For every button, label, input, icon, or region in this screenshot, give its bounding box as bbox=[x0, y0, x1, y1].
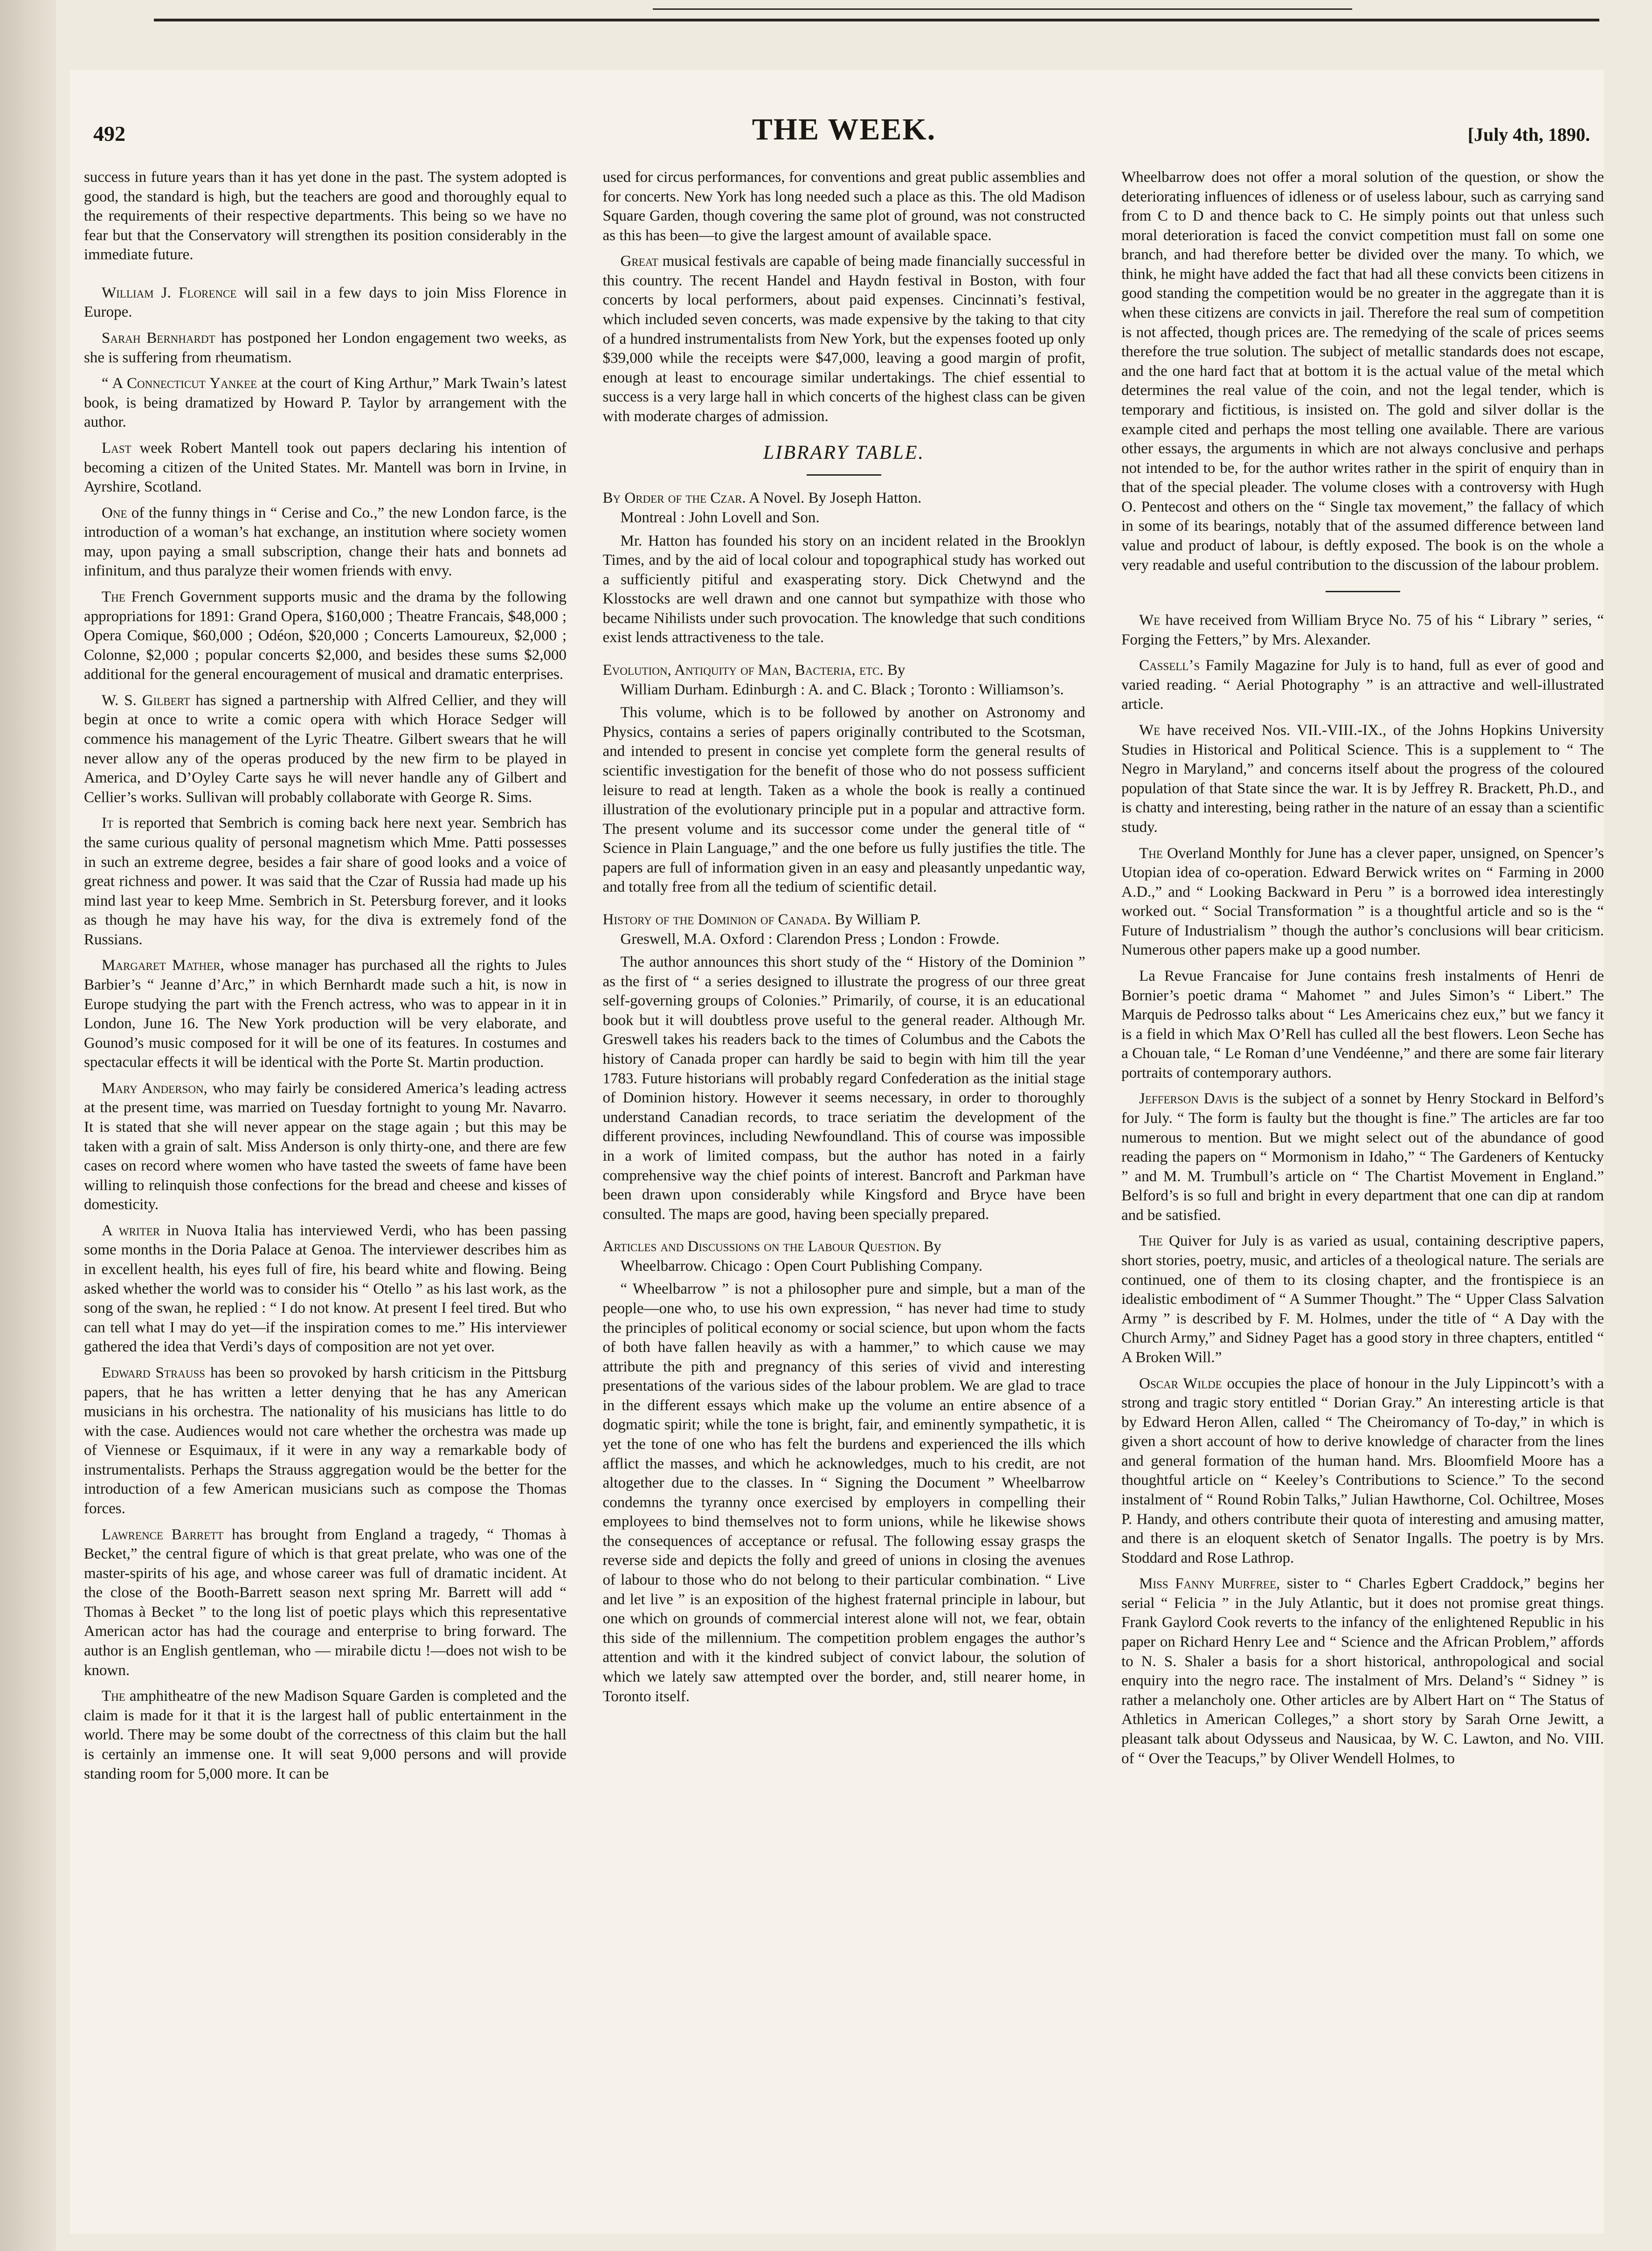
lead-in: It bbox=[102, 815, 114, 832]
paragraph: Margaret Mather, whose manager has purchased all the rights to Jules Barbier’s “ Jeanne d’Arc,” in which Bernhardt made such a hit, is now in Europe studying the part with the French actress, who was to appear in it in London, June 16. The New York production will be very elaborate, and Gounod’s music composed for it will be one of its features. In costumes and spectacular effects it will be identical with the Porte St. Martin production. bbox=[84, 957, 567, 1071]
lead-in: Sarah Bernhardt bbox=[102, 330, 215, 347]
paragraph: Last week Robert Mantell took out papers declaring his intention of becoming a citizen of the United States. Mr. Mantell was born in Irvine, in Ayrshire, Scotland. bbox=[84, 439, 567, 496]
lead-in: Last bbox=[102, 439, 131, 457]
paragraph: Great musical festivals are capable of being made financially successful in this country. The recent Handel and Haydn festival in Boston, with four concerts by local performers, about paid expenses. Cincinnati’s festival, which included seven concerts, was made expensive by the taking to that city of a hundred instrumentalists from New York, but the expenses footed up only $39,000 while the receipts were $47,000, leaving a good margin of profit, enough at least to encourage similar undertakings. The chief essential to success is a very large hall in which concerts of the highest class can be given with moderate charges of admission. bbox=[602, 253, 1085, 425]
text-columns bbox=[84, 168, 1604, 2224]
lead-in: Cassell’s bbox=[1139, 657, 1200, 674]
page-header bbox=[84, 98, 1604, 149]
book-publisher: Montreal : John Lovell and Son. bbox=[620, 509, 820, 526]
paragraph: William J. Florence will sail in a few days to join Miss Florence in Europe. bbox=[84, 284, 567, 321]
page-number: 492 bbox=[93, 122, 125, 145]
book-heading: By Order of the Czar. A Novel. By Joseph Hatton. Montreal : John Lovell and Son. bbox=[603, 489, 1085, 527]
review-text: The author announces this short study of the “ History of the Dominion ” as the first of “ a series designed to illustrate the progress of our three great self-governing groups of Colonies.” Primarily, of course, it is an educational book but it will doubtless prove useful to the general reader. Although Mr. Greswell takes his readers back to the times of Columbus and the Cabots the history of Canada proper can hardly be said to begin with him till the year 1783. Future historians will probably regard Confederation as the initial stage of Dominion history. However it seems necessary, in order to thoroughly understand Canadian records, to trace seriatim the development of the different provinces, including Newfoundland. This of course was impossible in a work of limited compass, but the author has noted in a fairly comprehensive way the chief points of interest. Bancroft and Parkman have been drawn upon considerably while Kingsford and Bryce have been consulted. The maps are good, having been specially prepared. bbox=[602, 954, 1085, 1223]
paragraph: success in future years than it has yet done in the past. The system adopted is good, the standard is high, but the teachers are good and thoroughly equal to the requirements of their respective departments. This being so we have no fear but that the Conservatory will strengthen its position considerably in the immediate future. bbox=[84, 169, 567, 263]
review-text: This volume, which is to be followed by another on Astronomy and Physics, contains a series of papers originally contributed to the Scotsman, and intended to present in concise yet complete form the general results of scientific investigation for the benefit of those who do not possess sufficient leisure to read at length. Taken as a whole the book is really a continued illustration of the evolutionary principle put in a popular and attractive form. The present volume and its successor come under the general title of “ Science in Plain Language,” and the one before us fully justifies the title. The papers are full of information given in an easy and pleasantly unpedantic way, and totally free from all the tedium of scientific detail. bbox=[602, 704, 1085, 896]
lead-in: Jefferson Davis bbox=[1139, 1090, 1239, 1108]
lead-in: William J. Florence bbox=[102, 284, 237, 301]
lead-in: Great bbox=[620, 253, 658, 270]
header-rule bbox=[154, 19, 1599, 21]
lead-in: “ A Connecticut Yankee bbox=[102, 375, 257, 392]
book-title: History of the Dominion of Canada. bbox=[602, 911, 831, 928]
paragraph: Mary Anderson, who may fairly be considered America’s leading actress at the present time, was married on Tuesday fortnight to young Mr. Navarro. It is stated that she will never appear on the stage again ; but this may be taken with a grain of salt. Miss Anderson is only thirty-one, and there are few cases on record where women who have tasted the sweets of fame have been willing to relinquish those confections for the bread and cheese and kisses of domesticity. bbox=[84, 1080, 567, 1213]
lead-in: The bbox=[102, 1688, 125, 1705]
book-title: Evolution, Antiquity of Man, Bacteria, etc. bbox=[602, 662, 884, 679]
section-rule bbox=[1326, 591, 1400, 592]
lead-in: The bbox=[1139, 1233, 1163, 1250]
section-rule bbox=[807, 474, 881, 476]
lead-in: Oscar Wilde bbox=[1139, 1375, 1222, 1392]
lead-in: The bbox=[102, 588, 125, 605]
paragraph: “ A Connecticut Yankee at the court of King Arthur,” Mark Twain’s latest book, is being dramatized by Howard P. Taylor by arrangement with the author. bbox=[84, 375, 567, 431]
paragraph: The amphitheatre of the new Madison Square Garden is completed and the claim is made for it that it is the largest hall of public entertainment in the world. There may be some doubt of the correctness of this claim but the hall is certainly an immense one. It will seat 9,000 persons and will provide standing room for 5,000 more. It can be bbox=[84, 1688, 567, 1782]
book-title: By Order of the Czar. bbox=[602, 490, 746, 507]
column-3 bbox=[1121, 168, 1604, 2224]
column-1 bbox=[84, 168, 567, 2224]
paragraph: The French Government supports music and the drama by the following appropriations for 1891: Grand Opera, $160,000 ; Theatre Francais, $48,000 ; Opera Comique, $60,000 ; Odéon, $20,000 ; Concerts Lamoureux, $2,000 ; Colonne, $2,000 ; popular concerts $2,000, and besides these sums $2,000 additional for the general encouragement of musical and dramatic enterprises. bbox=[84, 588, 567, 683]
lead-in: The bbox=[1139, 845, 1163, 862]
paragraph: W. S. Gilbert has signed a partnership with Alfred Cellier, and they will begin at once to write a comic opera with which Horace Sedger will commence his management of the Lyric Theatre. Gilbert swears that he will never allow any of the operas produced by the new firm to be played in America, and D’Oyley Carte says he will never handle any of Gilbert and Cellier’s works. Sullivan will probably collaborate with George R. Sims. bbox=[84, 692, 567, 806]
paragraph: Lawrence Barrett has brought from England a tragedy, “ Thomas à Becket,” the central figure of which is that great prelate, who was one of the master-spirits of his age, and whose career was full of dramatic incident. At the close of the Booth-Barrett season next spring Mr. Barrett will add “ Thomas à Becket ” to the long list of poetic plays which this representative American actor has had the courage and enterprise to bring forward. The author is an English gentleman, who — mirabile dictu !—does not wish to be known. bbox=[84, 1526, 567, 1679]
paragraph: It is reported that Sembrich is coming back here next year. Sembrich has the same curious quality of personal magnetism which Mme. Patti possesses in such an extreme degree, besides a fair share of good looks and a voice of great richness and power. It was said that the Czar of Russia had made up his mind last year to keep Mme. Sembrich in St. Petersburg forever, and it looks as though he may have his way, for the diva is extremely fond of the Russians. bbox=[84, 815, 567, 948]
book-publisher: William Durham. Edinburgh : A. and C. Black ; Toronto : Williamson’s. bbox=[620, 681, 1064, 698]
section-title: LIBRARY TABLE. bbox=[763, 442, 925, 464]
lead-in: W. S. Gilbert bbox=[102, 692, 190, 709]
paragraph: The Quiver for July is as varied as usual, containing descriptive papers, short stories, poetry, music, and articles of a theological nature. The serials are continued, one of them to its closing chapter, and the frontispiece is an idealistic embodiment of “ A Summer Thought.” The “ Upper Class Salvation Army ” is described by F. M. Holmes, under the title of “ A Day with the Church Army,” and Sidney Paget has a good story in three chapters, entitled “ A Broken Will.” bbox=[1121, 1233, 1604, 1366]
masthead: THE WEEK. bbox=[752, 112, 936, 146]
book-publisher: Greswell, M.A. Oxford : Clarendon Press ; London : Frowde. bbox=[620, 930, 1000, 948]
lead-in: Miss Fanny Murfree, bbox=[1139, 1575, 1280, 1593]
newspaper-page bbox=[70, 70, 1604, 2234]
paragraph: Cassell’s Family Magazine for July is to hand, full as ever of good and varied reading. “ Aerial Photography ” is an attractive and well-illustrated article. bbox=[1121, 657, 1604, 713]
paragraph: Edward Strauss has been so provoked by harsh criticism in the Pittsburg papers, that he has written a letter denying that he has any American musicians in his orchestra. The nationality of his musicians has little to do with the case. Audiences would not care whether the orchestra was made up of Viennese or Esquimaux, if it were in any way a remarkable body of instrumentalists. Perhaps the Strauss aggregation would be the better for the introduction of a few American musicians such as compose the Thomas forces. bbox=[84, 1364, 567, 1517]
book-heading: Articles and Discussions on the Labour Question. By Wheelbarrow. Chicago : Open Court Publishing Company. bbox=[603, 1237, 1085, 1276]
lead-in: Mary Anderson, bbox=[102, 1080, 207, 1097]
review-text: “ Wheelbarrow ” is not a philosopher pure and simple, but a man of the people—one who, to use his own expression, “ has never had time to study the principles of political economy or social science, but upon whom the facts of both have fallen heavily as with a hammer,” to which cause we may attribute the pith and pregnancy of this series of vivid and interesting presentations of the various sides of the labour problem. We are glad to trace in the different essays which make up the volume an entire absence of a dogmatic spirit; while the tone is bright, fair, and eminently sympathetic, it is yet the tone of one who has felt the burdens and experienced the ills which afflict the masses, and which he acknowledges, much to his credit, are not altogether due to the classes. In “ Signing the Document ” Wheelbarrow condemns the tyranny once exercised by employers in compelling their employees to bind themselves not to form unions, while he likewise shows the consequences of acceptance or refusal. The following essay grasps the reverse side and depicts the folly and greed of unions in closing the avenues of labour to those who do not belong to their particular combination. “ Live and let live ” is an exposition of the highest fraternal principle in labour, but one which on grounds of commercial interest alone will not, we fear, obtain this side of the millennium. The competition problem engages the author’s attention and with it the kindred subject of convict labour, the solution of which we lately saw attempted over the border, and, still nearer home, in Toronto itself. bbox=[602, 1281, 1085, 1705]
paragraph: The Overland Monthly for June has a clever paper, unsigned, on Spencer’s Utopian idea of co-operation. Edward Berwick writes on “ Farming in 2000 A.D.,” and “ Looking Backward in Peru ” is a borrowed idea interestingly worked out. “ Social Transformation ” is a thoughtful article and so is the “ Future of Industrialism ” though the author’s conclusions will bear criticism. Numerous other papers make up a good number. bbox=[1121, 845, 1604, 959]
book-publisher: Wheelbarrow. Chicago : Open Court Publishing Company. bbox=[620, 1257, 983, 1274]
paragraph: We have received Nos. VII.-VIII.-IX., of the Johns Hopkins University Studies in Historical and Political Science. This is a supplement to “ The Negro in Maryland,” and concerns itself about the progress of the coloured population of that State since the war. It is by Jeffrey R. Brackett, Ph.D., and is chatty and interesting, being rather in the nature of an essay than a scientific study. bbox=[1121, 722, 1604, 836]
paragraph: Wheelbarrow does not offer a moral solution of the question, or show the deteriorating influences of idleness or of useless labour, such as carrying sand from C to D and thence back to C. He simply points out that unless such moral deterioration is faced the convict competition must fall on some one branch, and had therefore better be divided over the many. To which, we think, he might have added the fact that had all these convicts been citizens in good standing the competition would be no greater in the aggregate than it is when these citizens are convicts in jail. Therefore the real sum of competition is not affected, though prices are. The remedying of the scale of prices seems therefore the true solution. The subject of metallic standards does not escape, and the one hard fact that at bottom it is the actual value of the metal which determines the real value of the coin, and not the legal tender, which is temporary and fictitious, is insisted on. The gold and silver dollar is the example cited and perhaps the most telling one available. There are various other essays, the arguments in which are not always conclusive and perhaps not intended to be, for the author writes rather in the spirit of enquiry than in that of the special pleader. The volume closes with a controversy with Hugh O. Pentecost and others on the “ Single tax movement,” the fallacy of which in some of its bearings, notably that of the assumed difference between land value and product of labour, is deftly exposed. The book is on the whole a very readable and useful contribution to the discussion of the labour problem. bbox=[1121, 169, 1604, 574]
paragraph: Jefferson Davis is the subject of a sonnet by Henry Stockard in Belford’s for July. “ The form is faulty but the thought is fine.” The articles are far too numerous to mention. But we might select out of the abundance of good reading the papers on “ Mormonism in Idaho,” “ The Gardeners of Kentucky ” and M. M. Trumbull’s article on “ The Chartist Movement in England.” Belford’s is so full and bright in every department that one can dip at random and be satisfied. bbox=[1121, 1090, 1604, 1224]
issue-date: [July 4th, 1890. bbox=[1467, 124, 1590, 145]
lead-in: Edward Strauss bbox=[102, 1364, 206, 1381]
paragraph: Oscar Wilde occupies the place of honour in the July Lippincott’s with a strong and tragic story entitled “ Dorian Gray.” An interesting article is that by Edward Heron Allen, called “ The Cheiromancy of To-day,” in which is given a short account of how to derive knowledge of character from the lines and general formation of the human hand. Mrs. Bloomfield Moore has a thoughtful article on “ Keeley’s Contributions to Science.” To the second instalment of “ Round Robin Talks,” Julian Hawthorne, Col. Ochiltree, Moses P. Handy, and others contribute their quota of interesting and amusing matter, and there is an eloquent sketch of Senator Ingalls. The poetry is by Mrs. Stoddard and Rose Lathrop. bbox=[1121, 1375, 1604, 1566]
paragraph: Miss Fanny Murfree, sister to “ Charles Egbert Craddock,” begins her serial “ Felicia ” in the July Atlantic, but it does not promise great things. Frank Gaylord Cook reverts to the infancy of the enlightened Republic in his paper on Richard Henry Lee and “ Science and the African Problem,” affords to N. S. Shaler a basis for a short historical, anthropological and social enquiry into the negro race. The instalment of Mrs. Deland’s “ Sidney ” is rather a melancholy one. Other articles are by Albert Hart on “ The Status of Athletics in American Colleges,” a short story by Sarah Orne Jewitt, a pleasant talk about Odysseus and Nausicaa, by W. C. Lawton, and No. VIII. of “ Over the Teacups,” by Oliver Wendell Holmes, to bbox=[1121, 1575, 1604, 1767]
paragraph: A writer in Nuova Italia has interviewed Verdi, who has been passing some months in the Doria Palace at Genoa. The interviewer describes him as in excellent health, his eyes full of fire, his beard white and flowing. Being asked whether the world was to consider his “ Otello ” as his last work, as the song of the swan, he replied : “ I do not know. At present I feel tired. But who can tell what I may do yet—if the inspiration comes to me.” His interviewer gathered the idea that Verdi’s days of composition are not yet over. bbox=[84, 1222, 567, 1356]
review-text: Mr. Hatton has founded his story on an incident related in the Brooklyn Times, and by the aid of local colour and topographical study has worked out a sufficiently pitiful and exasperating story. Dick Chetwynd and the Klosstocks are well drawn and one cannot but sympathize with those who became Nihilists under such provocation. The knowledge that such conditions exist lends attractiveness to the tale. bbox=[602, 532, 1085, 646]
paragraph: One of the funny things in “ Cerise and Co.,” the new London farce, is the introduction of a woman’s hat exchange, an institution where society women may, upon paying a small subscription, change their hats and bonnets ad infinitum, and thus paralyze their women friends with envy. bbox=[84, 504, 567, 580]
header-rule-upper bbox=[653, 8, 1352, 10]
paragraph: La Revue Francaise for June contains fresh instalments of Henri de Bornier’s poetic drama “ Mahomet ” and Jules Simon’s “ Libert.” The Marquis de Pedrosso talks about “ Les Americains chez eux,” but we fancy it is a field in which Max O’Rell has culled all the best flowers. Leon Seche has a Chouan tale, “ Le Roman d’une Vendéenne,” and there are some fair literary portraits of contemporary authors. bbox=[1121, 967, 1604, 1081]
lead-in: We bbox=[1139, 612, 1161, 629]
column-2 bbox=[603, 168, 1085, 2224]
lead-in: Lawrence Barrett bbox=[102, 1526, 224, 1543]
book-title: Articles and Discussions on the Labour Question. bbox=[602, 1238, 920, 1255]
paragraph: used for circus performances, for conventions and great public assemblies and for concerts. New York has long needed such a place as this. The old Madison Square Garden, though covering the same plot of ground, was not constructed as this has been—to give the largest amount of available space. bbox=[602, 169, 1085, 244]
lead-in: Margaret Mather, bbox=[102, 957, 224, 974]
lead-in: We bbox=[1139, 722, 1161, 739]
paragraph: Sarah Bernhardt has postponed her London engagement two weeks, as she is suffering from rheumatism. bbox=[84, 330, 567, 366]
book-heading: Evolution, Antiquity of Man, Bacteria, etc. By William Durham. Edinburgh : A. and C. Black ; Toronto : Williamson’s. bbox=[603, 661, 1085, 700]
binding-edge bbox=[0, 0, 56, 2251]
lead-in: A writer bbox=[102, 1222, 160, 1239]
lead-in: One bbox=[102, 504, 127, 521]
paragraph: We have received from William Bryce No. 75 of his “ Library ” series, “ Forging the Fetters,” by Mrs. Alexander. bbox=[1121, 612, 1604, 648]
book-heading: History of the Dominion of Canada. By William P. Greswell, M.A. Oxford : Clarendon Press ; London : Frowde. bbox=[603, 910, 1085, 949]
